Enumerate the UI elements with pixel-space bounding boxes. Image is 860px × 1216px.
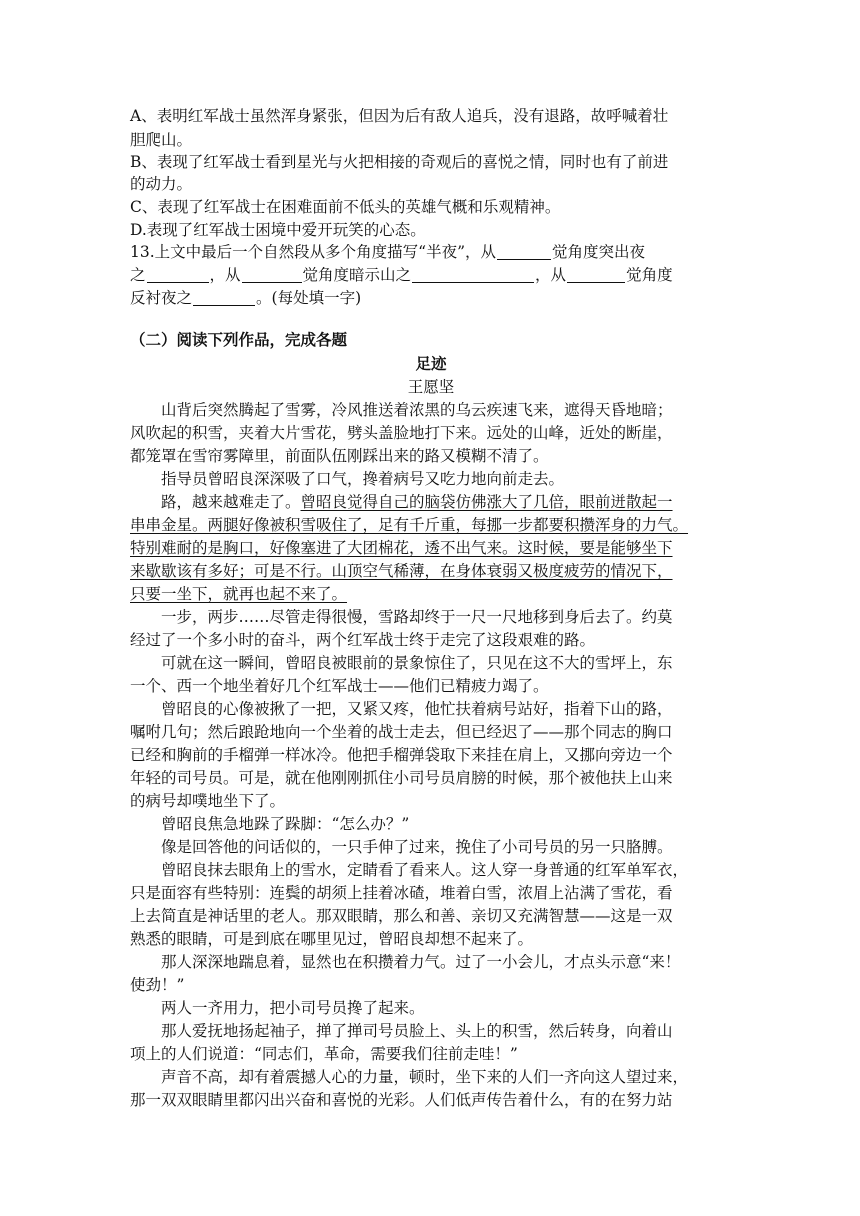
underlined-passage: 来歇歇该有多好；可是不行。山顶空气稀薄，在身体衰弱又极度疲劳的情况下， bbox=[130, 562, 673, 580]
story-paragraph-line: 嘱咐几句；然后踉跄地向一个坐着的战士走去，但已经迟了——那个同志的胸口 bbox=[130, 723, 673, 741]
question-13-line1: 13.上文中最后一个自然段从多个角度描写“半夜”，从 觉角度突出夜 bbox=[130, 243, 646, 261]
story-paragraph-line: 像是回答他的问话似的，一只手伸了过来，挽住了小司号员的另一只胳膊。 bbox=[161, 838, 673, 856]
story-paragraph-line: 指导员曾昭良深深吸了口气，搀着病号又吃力地向前走去。 bbox=[161, 470, 565, 488]
story-paragraph-line: 只是面容有些特别：连鬓的胡须上挂着冰碴，堆着白雪，浓眉上沾满了雪花，看 bbox=[130, 884, 673, 902]
story-paragraph-line: 曾昭良抹去眼角上的雪水，定睛看了看来人。这人穿一身普通的红军单军衣， bbox=[161, 861, 689, 879]
story-title: 足迹 bbox=[415, 354, 447, 373]
story-paragraph-line: 一步，两步……尽管走得很慢，雪路却终于一尺一尺地移到身后去了。约莫 bbox=[161, 608, 673, 626]
story-paragraph-line: 两人一齐用力，把小司号员搀了起来。 bbox=[161, 999, 425, 1017]
story-paragraph-line: 上去简直是神话里的老人。那双眼睛，那么和善、亲切又充满智慧——这是一双 bbox=[130, 907, 673, 925]
story-paragraph-line: 熟悉的眼睛，可是到底在哪里见过，曾昭良却想不起来了。 bbox=[130, 930, 534, 948]
story-paragraph-line: 使劲！” bbox=[130, 976, 185, 994]
underlined-passage: 曾昭良觉得自己的脑袋仿佛涨大了几倍，眼前迸散起一 bbox=[300, 493, 673, 511]
story-paragraph-line: 经过了一个多小时的奋斗，两个红军战士终于走完了这段艰难的路。 bbox=[130, 631, 596, 649]
story-paragraph-line: 已经和胸前的手榴弹一样冰冷。他把手榴弹袋取下来挂在肩上，又挪向旁边一个 bbox=[130, 746, 673, 764]
option-d: D.表现了红军战士困境中爱开玩笑的心态。 bbox=[130, 221, 426, 239]
option-a-line1: A、表明红军战士虽然浑身紧张，但因为后有敌人追兵，没有退路，故呼喊着壮 bbox=[130, 107, 669, 125]
story-paragraph-line: 风吹起的积雪，夹着大片雪花，劈头盖脸地打下来。远处的山峰，近处的断崖， bbox=[130, 424, 673, 442]
option-b-line2: 的动力。 bbox=[130, 175, 193, 193]
underlined-passage: 串串金星。两腿好像被积雪吸住了，足有千斤重，每挪一步都要积攒浑身的力气。 bbox=[130, 516, 689, 534]
story-paragraph-line: 项上的人们说道：“同志们，革命，需要我们往前走哇！” bbox=[130, 1045, 518, 1063]
section-heading: （二）阅读下列作品，完成各题 bbox=[130, 330, 348, 349]
story-paragraph-line: 那一双双眼睛里都闪出兴奋和喜悦的光彩。人们低声传告着什么，有的在努力站 bbox=[130, 1091, 673, 1109]
question-13-line3: 反衬夜之 。(每处填一字) bbox=[130, 289, 362, 307]
story-paragraph-line: 曾昭良焦急地跺了跺脚：“怎么办？” bbox=[161, 815, 410, 833]
story-paragraph-line: 都笼罩在雪帘雾障里，前面队伍刚踩出来的路又模糊不清了。 bbox=[130, 447, 549, 465]
story-paragraph-line: 年轻的司号员。可是，就在他刚刚抓住小司号员肩膀的时候，那个被他扶上山来 bbox=[130, 769, 673, 787]
story-author: 王愿坚 bbox=[407, 378, 455, 396]
story-paragraph-line: 那人爱抚地扬起袖子，掸了掸司号员脸上、头上的积雪，然后转身，向着山 bbox=[161, 1022, 673, 1040]
underlined-passage: 特别难耐的是胸口，好像塞进了大团棉花，透不出气来。这时候，要是能够坐下 bbox=[130, 539, 673, 557]
answer-blank[interactable] bbox=[412, 266, 534, 283]
answer-blank[interactable] bbox=[497, 243, 551, 260]
story-paragraph-line: 可就在这一瞬间，曾昭良被眼前的景象惊住了，只见在这不大的雪坪上，东 bbox=[161, 654, 673, 672]
story-paragraph-line: 山背后突然腾起了雪雾，冷风推送着浓黑的乌云疾速飞来，遮得天昏地暗； bbox=[161, 401, 673, 419]
underlined-passage: 只要一坐下，就再也起不来了。 bbox=[130, 585, 348, 603]
story-paragraph-line: 的病号却噗地坐下了。 bbox=[130, 792, 286, 810]
story-paragraph-line: 曾昭良的心像被揪了一把，又紧又疼，他忙扶着病号站好，指着下山的路， bbox=[161, 700, 673, 718]
answer-blank[interactable] bbox=[193, 289, 255, 306]
option-c: C、表现了红军战士在困难面前不低头的英雄气概和乐观精神。 bbox=[130, 198, 561, 216]
option-a-line2: 胆爬山。 bbox=[130, 131, 193, 149]
answer-blank[interactable] bbox=[147, 266, 209, 283]
story-paragraph-line: 路，越来越难走了。曾昭良觉得自己的脑袋仿佛涨大了几倍，眼前迸散起一 bbox=[161, 493, 673, 511]
answer-blank[interactable] bbox=[567, 266, 625, 283]
option-b-line1: B、表现了红军战士看到星光与火把相接的奇观后的喜悦之情，同时也有了前进 bbox=[130, 153, 669, 171]
story-paragraph-line: 一个、西一个地坐着好几个红军战士——他们已精疲力竭了。 bbox=[130, 677, 549, 695]
question-13-line2: 之 ，从 觉角度暗示山之 ，从 觉角度 bbox=[130, 266, 673, 284]
story-paragraph-line: 声音不高，却有着震撼人心的力量，顿时，坐下来的人们一齐向这人望过来， bbox=[161, 1068, 689, 1086]
answer-blank[interactable] bbox=[242, 266, 302, 283]
story-paragraph-line: 那人深深地踹息着，显然也在积攒着力气。过了一小会儿，才点头示意“来！ bbox=[161, 953, 681, 971]
